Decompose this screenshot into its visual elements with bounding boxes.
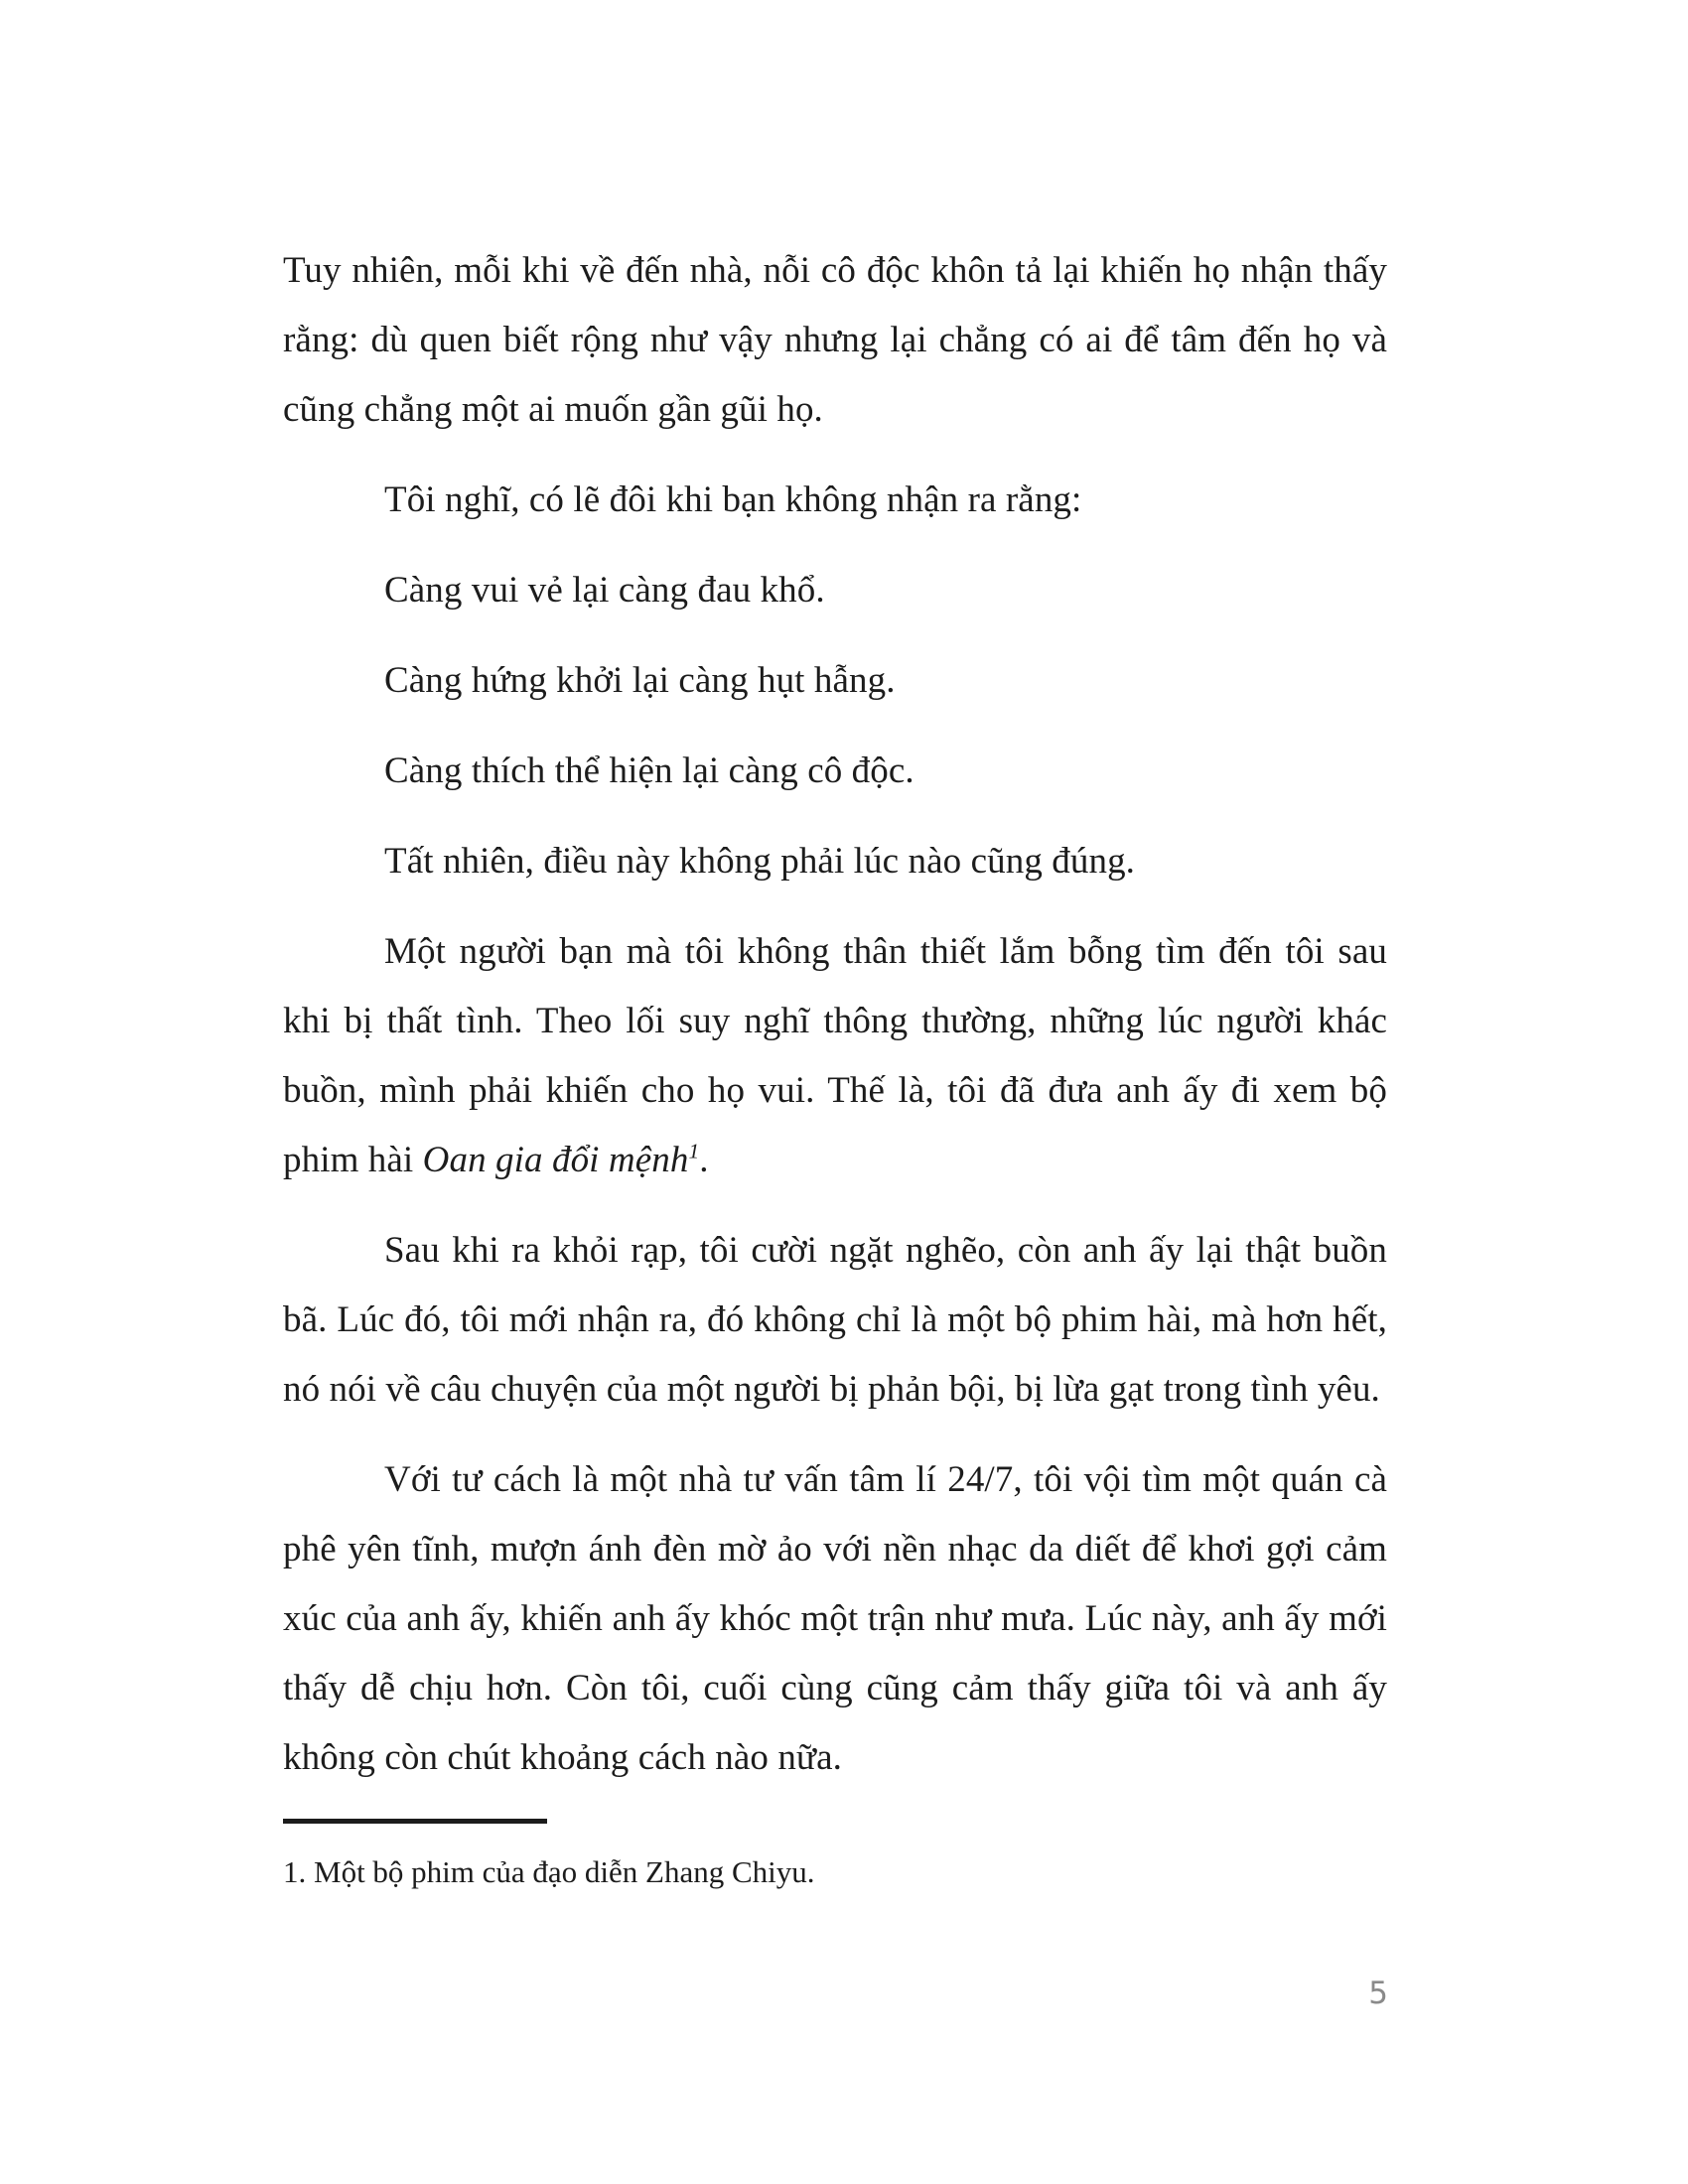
paragraph — [283, 556, 1387, 625]
text-block — [283, 236, 1387, 1893]
footnote-separator — [283, 1819, 547, 1824]
movie-title-italic: Oan gia đổi mệnh — [422, 1140, 689, 1180]
paragraph — [283, 236, 1387, 445]
text-segment: . — [699, 1140, 709, 1180]
paragraph — [283, 646, 1387, 716]
text-segment: Với tư cách là một nhà tư vấn tâm lí 24/7, tôi vội tìm một quán cà phê yên tĩnh, mượn ánh đèn mờ ảo với nền nhạc da diết để khơi gợi cảm xúc của anh ấy, khiến anh ấy khóc một trận như mưa. Lúc này, anh ấy mới thấy dễ chịu hơn. Còn tôi, cuối cùng cũng cảm thấy giữa tôi và anh ấy không còn chút khoảng cách nào nữa. — [283, 1459, 1387, 1778]
paragraph — [283, 827, 1387, 896]
text-segment: Càng hứng khởi lại càng hụt hẫng. — [384, 660, 896, 701]
text-segment: Tuy nhiên, mỗi khi về đến nhà, nỗi cô độc khôn tả lại khiến họ nhận thấy rằng: dù quen biết rộng như vậy nhưng lại chẳng có ai để tâm đến họ và cũng chẳng một ai muốn gần gũi họ. — [283, 250, 1387, 430]
paragraph-container — [283, 236, 1387, 1793]
text-segment: Càng vui vẻ lại càng đau khổ. — [384, 570, 825, 611]
text-segment: Tất nhiên, điều này không phải lúc nào cũng đúng. — [384, 841, 1136, 882]
paragraph — [283, 466, 1387, 535]
text-segment: Một người bạn mà tôi không thân thiết lắm bỗng tìm đến tôi sau khi bị thất tình. Theo lối suy nghĩ thông thường, những lúc người khác buồn, mình phải khiến cho họ vui. Thế là, tôi đã đưa anh ấy đi xem bộ phim hài — [283, 931, 1387, 1180]
footnote-reference: 1 — [688, 1139, 700, 1163]
paragraph — [283, 1216, 1387, 1425]
paragraph — [283, 737, 1387, 806]
text-segment: Tôi nghĩ, có lẽ đôi khi bạn không nhận ra rằng: — [384, 479, 1082, 520]
paragraph — [283, 1445, 1387, 1793]
text-segment: Sau khi ra khỏi rạp, tôi cười ngặt nghẽo, còn anh ấy lại thật buồn bã. Lúc đó, tôi mới nhận ra, đó không chỉ là một bộ phim hài, mà hơn hết, nó nói về câu chuyện của một người bị phản bội, bị lừa gạt trong tình yêu. — [283, 1230, 1387, 1410]
text-segment: Càng thích thể hiện lại càng cô độc. — [384, 751, 914, 791]
paragraph — [283, 917, 1387, 1195]
footnote-text: 1. Một bộ phim của đạo diễn Zhang Chiyu. — [283, 1854, 815, 1889]
page-number: 5 — [1368, 1976, 1388, 2011]
